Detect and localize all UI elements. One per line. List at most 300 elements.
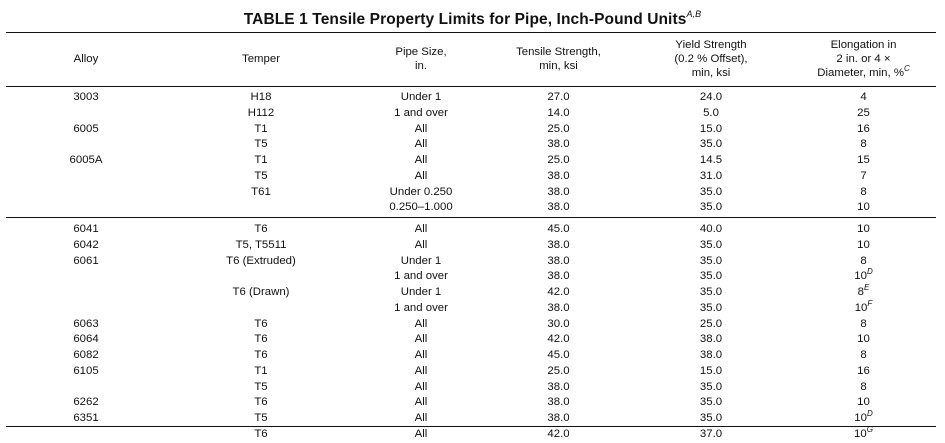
table-row — [6, 137, 936, 153]
alloy-cell — [6, 169, 166, 185]
table-row — [6, 427, 936, 443]
cell-value: 4 — [860, 91, 867, 103]
cell-value: T6 — [254, 333, 268, 346]
cell-value: All — [414, 317, 428, 330]
temper-cell — [166, 218, 356, 238]
cell-value: 6105 — [73, 364, 99, 377]
temper-cell — [166, 427, 356, 443]
elongation-cell — [791, 254, 936, 270]
cell-value: All — [414, 427, 428, 440]
temper-cell — [166, 169, 356, 185]
cell-value: 35.0 — [699, 286, 723, 298]
alloy-cell — [6, 269, 166, 285]
tensile-strength-header — [486, 33, 631, 87]
cell-value: 25 — [857, 106, 870, 119]
alloy-header — [6, 33, 166, 87]
cell-value: 15.0 — [699, 364, 723, 377]
footnote-marker: D — [866, 409, 873, 418]
pipe-size-cell — [356, 348, 486, 364]
alloy-cell — [6, 106, 166, 122]
elongation-cell — [791, 122, 936, 138]
elongation-cell — [791, 153, 936, 169]
elongation-cell — [791, 106, 936, 122]
cell-value: 10 — [854, 270, 867, 283]
cell-value: T6 — [254, 427, 268, 440]
tensile-cell — [486, 364, 631, 380]
cell-value: All — [414, 238, 428, 251]
yield-cell — [631, 301, 791, 317]
cell-value: 6005A — [69, 154, 103, 166]
cell-value: 0.250–1.000 — [389, 201, 453, 214]
table-row — [6, 269, 936, 285]
elongation-cell — [791, 87, 936, 106]
cell-value: 10 — [857, 396, 870, 409]
yield-cell — [631, 269, 791, 285]
elongation-cell — [791, 169, 936, 185]
cell-value: T61 — [251, 185, 271, 198]
cell-value: 8 — [860, 317, 867, 330]
tensile-cell — [486, 254, 631, 270]
table-row — [6, 254, 936, 270]
cell-value: 35.0 — [699, 301, 723, 314]
cell-value: 14.0 — [547, 106, 570, 119]
cell-value: 42.0 — [547, 286, 570, 298]
yield-cell — [631, 364, 791, 380]
tensile-cell — [486, 106, 631, 122]
tensile-cell — [486, 137, 631, 153]
cell-value: 35.0 — [699, 138, 723, 151]
cell-value: 38.0 — [547, 396, 570, 409]
alloy-cell — [6, 332, 166, 348]
cell-value: 38.0 — [699, 333, 723, 346]
temper-cell — [166, 153, 356, 169]
tensile-property-table — [6, 32, 936, 443]
alloy-cell — [6, 427, 166, 443]
cell-value: 8 — [860, 138, 867, 151]
table-row — [6, 153, 936, 169]
cell-value: 35.0 — [699, 254, 723, 267]
cell-value: 38.0 — [547, 201, 570, 214]
yield-cell — [631, 238, 791, 254]
cell-value: 7 — [860, 169, 867, 182]
table-row — [6, 169, 936, 185]
alloy-cell — [6, 153, 166, 169]
footnote-marker: D — [866, 267, 873, 277]
cell-value: All — [414, 349, 428, 361]
pipe-size-cell — [356, 269, 486, 285]
cell-value: 38.0 — [547, 185, 570, 198]
table-row — [6, 285, 936, 301]
alloy-cell — [6, 200, 166, 217]
cell-value: T5 — [254, 138, 268, 151]
cell-value: 16 — [857, 122, 870, 135]
cell-value: 10 — [857, 223, 870, 235]
temper-cell — [166, 254, 356, 270]
yield-cell — [631, 317, 791, 333]
header-line: min, ksi — [691, 67, 731, 79]
cell-value: 8 — [860, 349, 867, 361]
pipe-size-cell — [356, 185, 486, 201]
cell-value: Under 1 — [400, 254, 442, 267]
cell-value: 45.0 — [547, 223, 570, 235]
temper-cell — [166, 200, 356, 217]
header-line: (0.2 % Offset), — [674, 53, 748, 65]
pipe-size-cell — [356, 317, 486, 333]
temper-cell — [166, 185, 356, 201]
cell-value: 38.0 — [547, 238, 570, 251]
temper-cell — [166, 301, 356, 317]
cell-value: 16 — [857, 364, 870, 377]
cell-value: T5 — [254, 412, 268, 424]
cell-value: 15.0 — [699, 122, 723, 135]
table-bottom-rule — [6, 426, 936, 427]
pipe-size-cell — [356, 364, 486, 380]
table-row — [6, 317, 936, 333]
pipe-size-cell — [356, 254, 486, 270]
cell-value: All — [414, 223, 428, 235]
header-row — [6, 33, 936, 87]
table-row — [6, 301, 936, 317]
pipe-size-cell — [356, 122, 486, 138]
pipe-size-cell — [356, 87, 486, 106]
cell-value: 38.0 — [547, 169, 570, 182]
cell-value: 35.0 — [699, 396, 723, 409]
tensile-cell — [486, 200, 631, 217]
header-line: Pipe Size, — [395, 46, 447, 58]
cell-value: 15 — [857, 154, 870, 166]
cell-value: 10 — [857, 201, 870, 214]
cell-value: 45.0 — [547, 349, 570, 361]
cell-value: T6 — [254, 349, 268, 361]
cell-value: T5 — [254, 169, 268, 182]
cell-value: 38.0 — [547, 301, 570, 314]
pipe-size-cell — [356, 218, 486, 238]
cell-value: 14.5 — [699, 154, 723, 166]
yield-cell — [631, 285, 791, 301]
alloy-cell — [6, 218, 166, 238]
alloy-cell — [6, 87, 166, 106]
elongation-cell — [791, 348, 936, 364]
pipe-size-cell — [356, 153, 486, 169]
cell-value: 25.0 — [547, 364, 570, 377]
cell-value: 38.0 — [547, 254, 570, 267]
tensile-cell — [486, 269, 631, 285]
yield-cell — [631, 106, 791, 122]
cell-value: 38.0 — [547, 380, 570, 393]
yield-strength-header — [631, 33, 791, 87]
cell-value: 37.0 — [699, 427, 723, 440]
table-row — [6, 380, 936, 396]
table-title — [0, 9, 945, 29]
table-row — [6, 218, 936, 238]
cell-value: 8 — [860, 185, 867, 198]
cell-value: 10 — [857, 333, 870, 346]
yield-cell — [631, 169, 791, 185]
cell-value: 6063 — [73, 317, 99, 330]
tensile-cell — [486, 301, 631, 317]
cell-value: Under 0.250 — [389, 185, 453, 198]
alloy-cell — [6, 411, 166, 427]
cell-value: Under 1 — [400, 286, 442, 298]
elongation-cell — [791, 317, 936, 333]
temper-cell — [166, 364, 356, 380]
header-line: Yield Strength — [675, 39, 747, 51]
header-line: Temper — [242, 53, 280, 65]
yield-cell — [631, 200, 791, 217]
yield-cell — [631, 411, 791, 427]
temper-cell — [166, 87, 356, 106]
cell-value: All — [414, 122, 428, 135]
alloy-cell — [6, 348, 166, 364]
header-line: min, ksi — [539, 60, 578, 72]
temper-cell — [166, 411, 356, 427]
cell-value: 6041 — [73, 223, 99, 235]
elongation-cell — [791, 238, 936, 254]
cell-value: 42.0 — [547, 427, 570, 440]
alloy-cell — [6, 395, 166, 411]
temper-cell — [166, 137, 356, 153]
pipe-size-cell — [356, 137, 486, 153]
cell-value: 42.0 — [547, 333, 570, 346]
pipe-size-cell — [356, 285, 486, 301]
yield-cell — [631, 218, 791, 238]
table-row — [6, 238, 936, 254]
alloy-cell — [6, 137, 166, 153]
elongation-cell — [791, 411, 936, 427]
pipe-size-cell — [356, 301, 486, 317]
cell-value: 1 and over — [394, 301, 448, 314]
cell-value: 1 and over — [394, 270, 448, 283]
cell-value: 6351 — [73, 412, 99, 424]
cell-value: 35.0 — [699, 380, 723, 393]
alloy-cell — [6, 254, 166, 270]
temper-header — [166, 33, 356, 87]
alloy-cell — [6, 285, 166, 301]
pipe-size-cell — [356, 200, 486, 217]
elongation-cell — [791, 298, 936, 317]
alloy-cell — [6, 380, 166, 396]
header-line: Alloy — [73, 53, 99, 65]
cell-value: All — [414, 333, 428, 346]
cell-value: 35.0 — [699, 412, 723, 424]
cell-value: 5.0 — [703, 106, 719, 119]
cell-value: H18 — [250, 91, 272, 103]
cell-value: T6 — [254, 223, 268, 235]
tensile-cell — [486, 238, 631, 254]
table-row — [6, 364, 936, 380]
cell-value: 35.0 — [699, 185, 723, 198]
header-line: in. — [414, 60, 428, 72]
tensile-cell — [486, 285, 631, 301]
tensile-cell — [486, 395, 631, 411]
cell-value: 1 and over — [394, 106, 448, 119]
tensile-cell — [486, 87, 631, 106]
tensile-cell — [486, 411, 631, 427]
pipe-size-cell — [356, 411, 486, 427]
elongation-cell — [791, 424, 936, 443]
pipe-size-cell — [356, 238, 486, 254]
cell-value: 8 — [857, 286, 864, 298]
yield-cell — [631, 137, 791, 153]
yield-cell — [631, 87, 791, 106]
cell-value: 6042 — [73, 238, 99, 251]
cell-value: 35.0 — [699, 270, 723, 283]
cell-value: T1 — [254, 154, 268, 166]
cell-value: 8 — [860, 254, 867, 267]
cell-value: 38.0 — [547, 270, 570, 283]
tensile-cell — [486, 380, 631, 396]
table-row — [6, 106, 936, 122]
alloy-cell — [6, 238, 166, 254]
yield-cell — [631, 185, 791, 201]
temper-cell — [166, 238, 356, 254]
cell-value: T6 (Extruded) — [226, 254, 296, 267]
elongation-cell — [791, 200, 936, 217]
pipe-size-cell — [356, 169, 486, 185]
cell-value: 6064 — [73, 333, 99, 346]
cell-value: 25.0 — [547, 154, 570, 166]
temper-cell — [166, 317, 356, 333]
cell-value: T5 — [254, 380, 268, 393]
elongation-cell — [791, 285, 936, 301]
table-row — [6, 200, 936, 217]
alloy-cell — [6, 301, 166, 317]
elongation-cell — [791, 380, 936, 396]
yield-cell — [631, 122, 791, 138]
tensile-cell — [486, 185, 631, 201]
cell-value: H112 — [247, 106, 275, 119]
temper-cell — [166, 332, 356, 348]
header-footnote-marker: C — [903, 64, 910, 73]
temper-cell — [166, 395, 356, 411]
cell-value: 6082 — [73, 349, 99, 361]
elongation-cell — [791, 137, 936, 153]
title-footnote-marker: A,B — [686, 9, 702, 19]
table-row — [6, 395, 936, 411]
cell-value: T6 — [254, 396, 268, 409]
yield-cell — [631, 348, 791, 364]
cell-value: T6 (Drawn) — [232, 286, 290, 298]
temper-cell — [166, 122, 356, 138]
cell-value: 10 — [854, 412, 867, 424]
tensile-cell — [486, 317, 631, 333]
cell-value: T6 — [254, 317, 268, 330]
cell-value: 3003 — [73, 91, 99, 103]
cell-value: 38.0 — [547, 412, 570, 424]
tensile-cell — [486, 122, 631, 138]
alloy-cell — [6, 122, 166, 138]
pipe-size-cell — [356, 332, 486, 348]
elongation-header — [791, 33, 936, 87]
alloy-cell — [6, 317, 166, 333]
footnote-marker: F — [867, 298, 873, 308]
yield-cell — [631, 254, 791, 270]
header-line: Elongation in — [830, 39, 897, 51]
cell-value: 24.0 — [699, 91, 723, 103]
cell-value: T5, T5511 — [235, 238, 287, 251]
temper-cell — [166, 269, 356, 285]
elongation-cell — [791, 395, 936, 411]
footnote-marker: G — [866, 424, 873, 434]
cell-value: All — [414, 169, 428, 182]
elongation-cell — [791, 185, 936, 201]
table-body-group-2 — [6, 218, 936, 443]
temper-cell — [166, 348, 356, 364]
temper-cell — [166, 106, 356, 122]
cell-value: 27.0 — [547, 91, 570, 103]
elongation-cell — [791, 332, 936, 348]
cell-value: All — [414, 138, 428, 151]
cell-value: 40.0 — [699, 223, 723, 235]
cell-value: All — [414, 154, 428, 166]
table-header — [6, 33, 936, 87]
cell-value: T1 — [254, 122, 268, 135]
alloy-cell — [6, 364, 166, 380]
cell-value: 30.0 — [547, 317, 570, 330]
table-row — [6, 122, 936, 138]
table-title-text: TABLE 1 Tensile Property Limits for Pipe, Inch-Pound Units — [243, 11, 687, 28]
header-line: 2 in. or 4 × — [836, 53, 891, 65]
pipe-size-header — [356, 33, 486, 87]
cell-value: Under 1 — [400, 91, 442, 103]
table-body-group-1 — [6, 87, 936, 218]
yield-cell — [631, 332, 791, 348]
cell-value: 10 — [857, 238, 870, 251]
pipe-size-cell — [356, 380, 486, 396]
table-row — [6, 411, 936, 427]
tensile-cell — [486, 427, 631, 443]
cell-value: 6262 — [73, 396, 99, 409]
cell-value: 6005 — [73, 122, 99, 135]
table-row — [6, 87, 936, 106]
table-row — [6, 332, 936, 348]
table-row — [6, 348, 936, 364]
tensile-cell — [486, 348, 631, 364]
cell-value: 25.0 — [547, 122, 570, 135]
cell-value: 8 — [860, 380, 867, 393]
cell-value: 10 — [854, 427, 867, 440]
header-line: Diameter, min, % — [817, 67, 904, 79]
cell-value: 25.0 — [699, 317, 723, 330]
table-row — [6, 185, 936, 201]
pipe-size-cell — [356, 106, 486, 122]
tensile-cell — [486, 169, 631, 185]
footnote-marker: E — [864, 283, 870, 292]
cell-value: 38.0 — [547, 138, 570, 151]
cell-value: 35.0 — [699, 201, 723, 214]
cell-value: All — [414, 380, 428, 393]
cell-value: T1 — [254, 364, 268, 377]
yield-cell — [631, 427, 791, 443]
tensile-cell — [486, 218, 631, 238]
elongation-cell — [791, 218, 936, 238]
cell-value: All — [414, 412, 428, 424]
alloy-cell — [6, 185, 166, 201]
yield-cell — [631, 395, 791, 411]
pipe-size-cell — [356, 427, 486, 443]
cell-value: All — [414, 396, 428, 409]
cell-value: 6061 — [73, 254, 99, 267]
pipe-size-cell — [356, 395, 486, 411]
cell-value: 10 — [854, 301, 868, 314]
yield-cell — [631, 380, 791, 396]
elongation-cell — [791, 364, 936, 380]
temper-cell — [166, 380, 356, 396]
tensile-cell — [486, 332, 631, 348]
cell-value: 35.0 — [699, 238, 723, 251]
yield-cell — [631, 153, 791, 169]
cell-value: All — [414, 364, 428, 377]
